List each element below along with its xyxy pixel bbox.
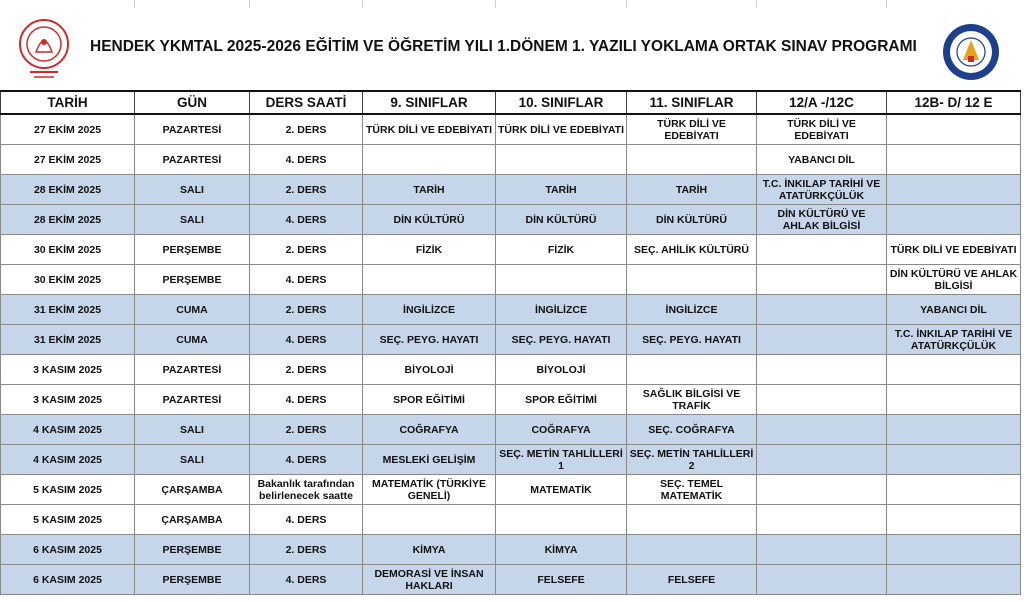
cell-grade-9: MATEMATİK (TÜRKİYE GENELİ) xyxy=(363,475,496,505)
cell-date: 6 KASIM 2025 xyxy=(1,535,135,565)
cell-grade-11: SEÇ. PEYG. HAYATI xyxy=(627,325,757,355)
cell-grade-9: COĞRAFYA xyxy=(363,415,496,445)
cell-grade-12b xyxy=(887,475,1021,505)
cell-grade-12b xyxy=(887,445,1021,475)
cell-day: PAZARTESİ xyxy=(135,355,250,385)
table-row xyxy=(1,114,1021,145)
cell-grade-11: FELSEFE xyxy=(627,565,757,595)
cell-grade-9: DEMORASİ VE İNSAN HAKLARI xyxy=(363,565,496,595)
cell-hour: 2. DERS xyxy=(250,535,363,565)
cell-date: 31 EKİM 2025 xyxy=(1,325,135,355)
cell-grade-12a xyxy=(757,385,887,415)
cell-grade-11: SAĞLIK BİLGİSİ VE TRAFİK xyxy=(627,385,757,415)
cell-day: SALI xyxy=(135,415,250,445)
cell-grade-11: SEÇ. AHİLİK KÜLTÜRÜ xyxy=(627,235,757,265)
cell-date: 31 EKİM 2025 xyxy=(1,295,135,325)
cell-grade-10: COĞRAFYA xyxy=(496,415,627,445)
table-row xyxy=(1,205,1021,235)
cell-day: PAZARTESİ xyxy=(135,145,250,175)
meb-logo-icon xyxy=(18,16,70,82)
cell-grade-10: TARİH xyxy=(496,175,627,205)
cell-day: PERŞEMBE xyxy=(135,265,250,295)
cell-grade-10 xyxy=(496,505,627,535)
cell-grade-12b xyxy=(887,505,1021,535)
table-row xyxy=(1,355,1021,385)
cell-grade-11 xyxy=(627,355,757,385)
cell-date: 3 KASIM 2025 xyxy=(1,385,135,415)
cell-date: 4 KASIM 2025 xyxy=(1,445,135,475)
cell-grade-9 xyxy=(363,265,496,295)
table-row xyxy=(1,175,1021,205)
cell-grade-12a xyxy=(757,235,887,265)
cell-day: SALI xyxy=(135,175,250,205)
table-header-row xyxy=(1,91,1021,114)
cell-day: CUMA xyxy=(135,295,250,325)
table-row xyxy=(1,565,1021,595)
cell-grade-9: MESLEKİ GELİŞİM xyxy=(363,445,496,475)
cell-grade-10: BİYOLOJİ xyxy=(496,355,627,385)
cell-grade-9: FİZİK xyxy=(363,235,496,265)
cell-grade-12b: TÜRK DİLİ VE EDEBİYATI xyxy=(887,235,1021,265)
cell-hour: 4. DERS xyxy=(250,385,363,415)
cell-hour: 2. DERS xyxy=(250,175,363,205)
table-row xyxy=(1,145,1021,175)
cell-grade-10: DİN KÜLTÜRÜ xyxy=(496,205,627,235)
cell-grade-11 xyxy=(627,535,757,565)
cell-date: 30 EKİM 2025 xyxy=(1,265,135,295)
table-row xyxy=(1,535,1021,565)
table-row xyxy=(1,265,1021,295)
cell-grade-12a: YABANCI DİL xyxy=(757,145,887,175)
cell-grade-12b xyxy=(887,385,1021,415)
cell-grade-9: SEÇ. PEYG. HAYATI xyxy=(363,325,496,355)
cell-day: PAZARTESİ xyxy=(135,114,250,145)
cell-date: 5 KASIM 2025 xyxy=(1,475,135,505)
cell-grade-11 xyxy=(627,265,757,295)
column-header-grade-9: 9. SINIFLAR xyxy=(363,91,496,114)
exam-schedule-table xyxy=(0,90,1021,595)
cell-grade-10: SPOR EĞİTİMİ xyxy=(496,385,627,415)
cell-grade-12a xyxy=(757,325,887,355)
table-row xyxy=(1,325,1021,355)
sheet-header xyxy=(0,8,1024,90)
cell-grade-12a xyxy=(757,295,887,325)
cell-day: SALI xyxy=(135,445,250,475)
cell-grade-12b xyxy=(887,565,1021,595)
cell-grade-10 xyxy=(496,265,627,295)
cell-date: 27 EKİM 2025 xyxy=(1,114,135,145)
cell-date: 4 KASIM 2025 xyxy=(1,415,135,445)
cell-date: 6 KASIM 2025 xyxy=(1,565,135,595)
cell-day: PAZARTESİ xyxy=(135,385,250,415)
cell-grade-9: BİYOLOJİ xyxy=(363,355,496,385)
cell-hour: 4. DERS xyxy=(250,265,363,295)
cell-hour: 2. DERS xyxy=(250,355,363,385)
column-header-date: TARİH xyxy=(1,91,135,114)
cell-hour: 4. DERS xyxy=(250,145,363,175)
cell-grade-10: KİMYA xyxy=(496,535,627,565)
column-header-day: GÜN xyxy=(135,91,250,114)
column-header-grade-10: 10. SINIFLAR xyxy=(496,91,627,114)
cell-grade-9: KİMYA xyxy=(363,535,496,565)
cell-hour: Bakanlık tarafından belirlenecek saatte xyxy=(250,475,363,505)
cell-grade-12a xyxy=(757,445,887,475)
cell-grade-11: DİN KÜLTÜRÜ xyxy=(627,205,757,235)
column-header-grade-11: 11. SINIFLAR xyxy=(627,91,757,114)
cell-date: 5 KASIM 2025 xyxy=(1,505,135,535)
cell-grade-12b xyxy=(887,145,1021,175)
page-title: HENDEK YKMTAL 2025-2026 EĞİTİM VE ÖĞRETİM YILI 1.DÖNEM 1. YAZILI YOKLAMA ORTAK SINAV PROGRAMI xyxy=(90,38,917,55)
cell-grade-11 xyxy=(627,145,757,175)
cell-grade-9 xyxy=(363,505,496,535)
cell-grade-12a xyxy=(757,535,887,565)
cell-day: ÇARŞAMBA xyxy=(135,505,250,535)
cell-grade-11: SEÇ. TEMEL MATEMATİK xyxy=(627,475,757,505)
cell-grade-11: SEÇ. COĞRAFYA xyxy=(627,415,757,445)
cell-grade-12b xyxy=(887,415,1021,445)
cell-grade-12a xyxy=(757,505,887,535)
cell-hour: 2. DERS xyxy=(250,415,363,445)
cell-hour: 2. DERS xyxy=(250,295,363,325)
cell-grade-9: SPOR EĞİTİMİ xyxy=(363,385,496,415)
cell-grade-10: SEÇ. METİN TAHLİLLERİ 1 xyxy=(496,445,627,475)
cell-grade-12b xyxy=(887,535,1021,565)
cell-grade-12b xyxy=(887,114,1021,145)
cell-grade-11: SEÇ. METİN TAHLİLLERİ 2 xyxy=(627,445,757,475)
cell-date: 3 KASIM 2025 xyxy=(1,355,135,385)
cell-day: PERŞEMBE xyxy=(135,565,250,595)
table-row xyxy=(1,445,1021,475)
cell-day: CUMA xyxy=(135,325,250,355)
cell-grade-12a: DİN KÜLTÜRÜ VE AHLAK BİLGİSİ xyxy=(757,205,887,235)
cell-grade-9 xyxy=(363,145,496,175)
cell-grade-11: İNGİLİZCE xyxy=(627,295,757,325)
cell-grade-10: FİZİK xyxy=(496,235,627,265)
column-header-grade-12a-12c: 12/A -/12C xyxy=(757,91,887,114)
cell-grade-12b xyxy=(887,205,1021,235)
cell-grade-12b: DİN KÜLTÜRÜ VE AHLAK BİLGİSİ xyxy=(887,265,1021,295)
cell-grade-12a xyxy=(757,565,887,595)
cell-grade-10 xyxy=(496,145,627,175)
cell-grade-9: DİN KÜLTÜRÜ xyxy=(363,205,496,235)
cell-hour: 4. DERS xyxy=(250,205,363,235)
table-row xyxy=(1,505,1021,535)
cell-date: 30 EKİM 2025 xyxy=(1,235,135,265)
cell-grade-12a: T.C. İNKILAP TARİHİ VE ATATÜRKÇÜLÜK xyxy=(757,175,887,205)
cell-grade-12b xyxy=(887,355,1021,385)
cell-grade-12a: TÜRK DİLİ VE EDEBİYATI xyxy=(757,114,887,145)
table-row xyxy=(1,385,1021,415)
cell-hour: 4. DERS xyxy=(250,325,363,355)
school-logo-icon xyxy=(941,22,1001,82)
table-row xyxy=(1,415,1021,445)
cell-grade-12b: YABANCI DİL xyxy=(887,295,1021,325)
table-row xyxy=(1,235,1021,265)
cell-hour: 4. DERS xyxy=(250,445,363,475)
cell-grade-11: TÜRK DİLİ VE EDEBİYATI xyxy=(627,114,757,145)
cell-hour: 2. DERS xyxy=(250,114,363,145)
table-row xyxy=(1,475,1021,505)
cell-hour: 2. DERS xyxy=(250,235,363,265)
cell-day: PERŞEMBE xyxy=(135,235,250,265)
cell-date: 28 EKİM 2025 xyxy=(1,175,135,205)
cell-date: 27 EKİM 2025 xyxy=(1,145,135,175)
cell-grade-12b: T.C. İNKILAP TARİHİ VE ATATÜRKÇÜLÜK xyxy=(887,325,1021,355)
cell-grade-12a xyxy=(757,355,887,385)
cell-grade-10: İNGİLİZCE xyxy=(496,295,627,325)
cell-grade-9: İNGİLİZCE xyxy=(363,295,496,325)
cell-hour: 4. DERS xyxy=(250,565,363,595)
cell-grade-12a xyxy=(757,415,887,445)
cell-grade-12b xyxy=(887,175,1021,205)
cell-grade-11 xyxy=(627,505,757,535)
cell-grade-10: FELSEFE xyxy=(496,565,627,595)
cell-day: SALI xyxy=(135,205,250,235)
cell-day: ÇARŞAMBA xyxy=(135,475,250,505)
cell-grade-9: TÜRK DİLİ VE EDEBİYATI xyxy=(363,114,496,145)
cell-grade-10: TÜRK DİLİ VE EDEBİYATI xyxy=(496,114,627,145)
cell-grade-10: MATEMATİK xyxy=(496,475,627,505)
cell-grade-10: SEÇ. PEYG. HAYATI xyxy=(496,325,627,355)
cell-hour: 4. DERS xyxy=(250,505,363,535)
column-header-lesson-hour: DERS SAATİ xyxy=(250,91,363,114)
cell-date: 28 EKİM 2025 xyxy=(1,205,135,235)
cell-grade-11: TARİH xyxy=(627,175,757,205)
cell-grade-9: TARİH xyxy=(363,175,496,205)
cell-grade-12a xyxy=(757,475,887,505)
cell-day: PERŞEMBE xyxy=(135,535,250,565)
table-row xyxy=(1,295,1021,325)
column-header-grade-12b-12e: 12B- D/ 12 E xyxy=(887,91,1021,114)
cell-grade-12a xyxy=(757,265,887,295)
